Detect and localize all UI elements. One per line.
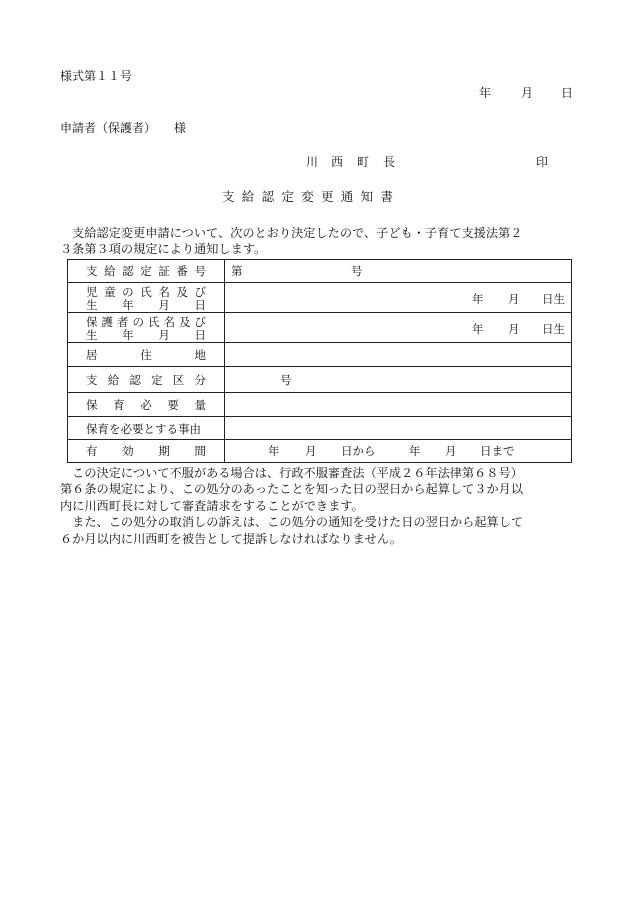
form-number: 様式第１１号	[60, 69, 133, 83]
cert-prefix: 第	[231, 264, 243, 278]
period-end-day: 日まで	[480, 444, 515, 458]
cell-child-label	[68, 283, 225, 312]
notice-line-2: 第６条の規定により、この処分のあったことを知った日の翌日から起算して３か月以	[60, 482, 524, 497]
notice-paragraph	[60, 465, 576, 547]
period-start-day: 日から	[341, 444, 376, 458]
notice-line-3: 内に川西町長に対して審査請求をすることができます。	[60, 498, 364, 513]
date-year: 年	[479, 86, 492, 100]
period-end-year: 年	[409, 444, 421, 458]
issuer-char-2: 西	[331, 155, 344, 169]
intro-line-1: 支給認定変更申請について、次のとおり決定したので、子ども・子育て支援法第２	[60, 226, 523, 240]
category-label: 支 給 認 定 区 分	[86, 373, 206, 387]
recipient-line: 申請者（保護者） 様	[60, 121, 187, 135]
issuer-char-4: 長	[383, 155, 396, 169]
cell-period-label	[68, 440, 225, 462]
row-amount	[68, 393, 571, 417]
guardian-label-line-1: 保 護 者 の 氏 名 及 び	[86, 315, 206, 329]
cell-amount-label	[68, 393, 225, 416]
notice-line-5: ６か月以内に川西町を被告として提訴しなければなりません。	[60, 531, 402, 546]
guardian-birth-month: 月	[508, 322, 520, 336]
cert-suffix: 号	[351, 264, 363, 278]
issuer-char-3: 町	[357, 155, 370, 169]
guardian-label-line-2: 生 年 月 日	[86, 328, 206, 342]
child-label-line-1: 児 童 の 氏 名 及 び	[86, 285, 206, 299]
child-label-line-2: 生 年 月 日	[86, 298, 206, 312]
intro-line-2: ３条第３項の規定により通知します。	[60, 242, 267, 257]
notice-line-1: この決定について不服がある場合は、行政不服審査法（平成２６年法律第６８号）	[60, 466, 523, 480]
row-category	[68, 367, 571, 393]
cert-label: 支 給 認 定 証 番 号	[86, 264, 206, 278]
period-end-month: 月	[445, 444, 457, 458]
period-start-month: 月	[305, 444, 317, 458]
guardian-birth-day: 日生	[542, 322, 565, 336]
guardian-birth-year: 年	[472, 322, 484, 336]
child-birth-year: 年	[472, 292, 484, 306]
row-address	[68, 343, 571, 367]
cell-address-label	[68, 343, 225, 366]
row-reason	[68, 417, 571, 440]
document-title: 支給認定変更通知書	[222, 189, 401, 204]
row-period	[68, 440, 571, 462]
cell-guardian-label	[68, 313, 225, 342]
date-day: 日	[561, 86, 574, 100]
notice-table	[67, 259, 572, 463]
child-birth-month: 月	[508, 292, 520, 306]
amount-label: 保 育 必 要 量	[86, 398, 206, 412]
issuer-char-1: 川	[306, 155, 319, 169]
cell-reason-label	[68, 417, 225, 439]
category-value: 号	[280, 373, 292, 387]
cell-category-label	[68, 367, 225, 392]
intro-paragraph	[60, 225, 576, 258]
date-month: 月	[521, 86, 534, 100]
address-label: 居 住 地	[86, 348, 206, 362]
period-start-year: 年	[268, 444, 280, 458]
row-guardian	[68, 313, 571, 343]
reason-label: 保育を必要とする事由	[86, 422, 201, 436]
row-cert-number	[68, 260, 571, 283]
row-child	[68, 283, 571, 313]
period-label: 有 効 期 間	[86, 444, 206, 458]
seal-mark: 印	[536, 155, 549, 169]
notice-line-4: また、この処分の取消しの訴えは、この処分の通知を受けた日の翌日から起算して	[60, 515, 524, 530]
cell-cert-label	[68, 260, 225, 282]
child-birth-day: 日生	[542, 292, 565, 306]
